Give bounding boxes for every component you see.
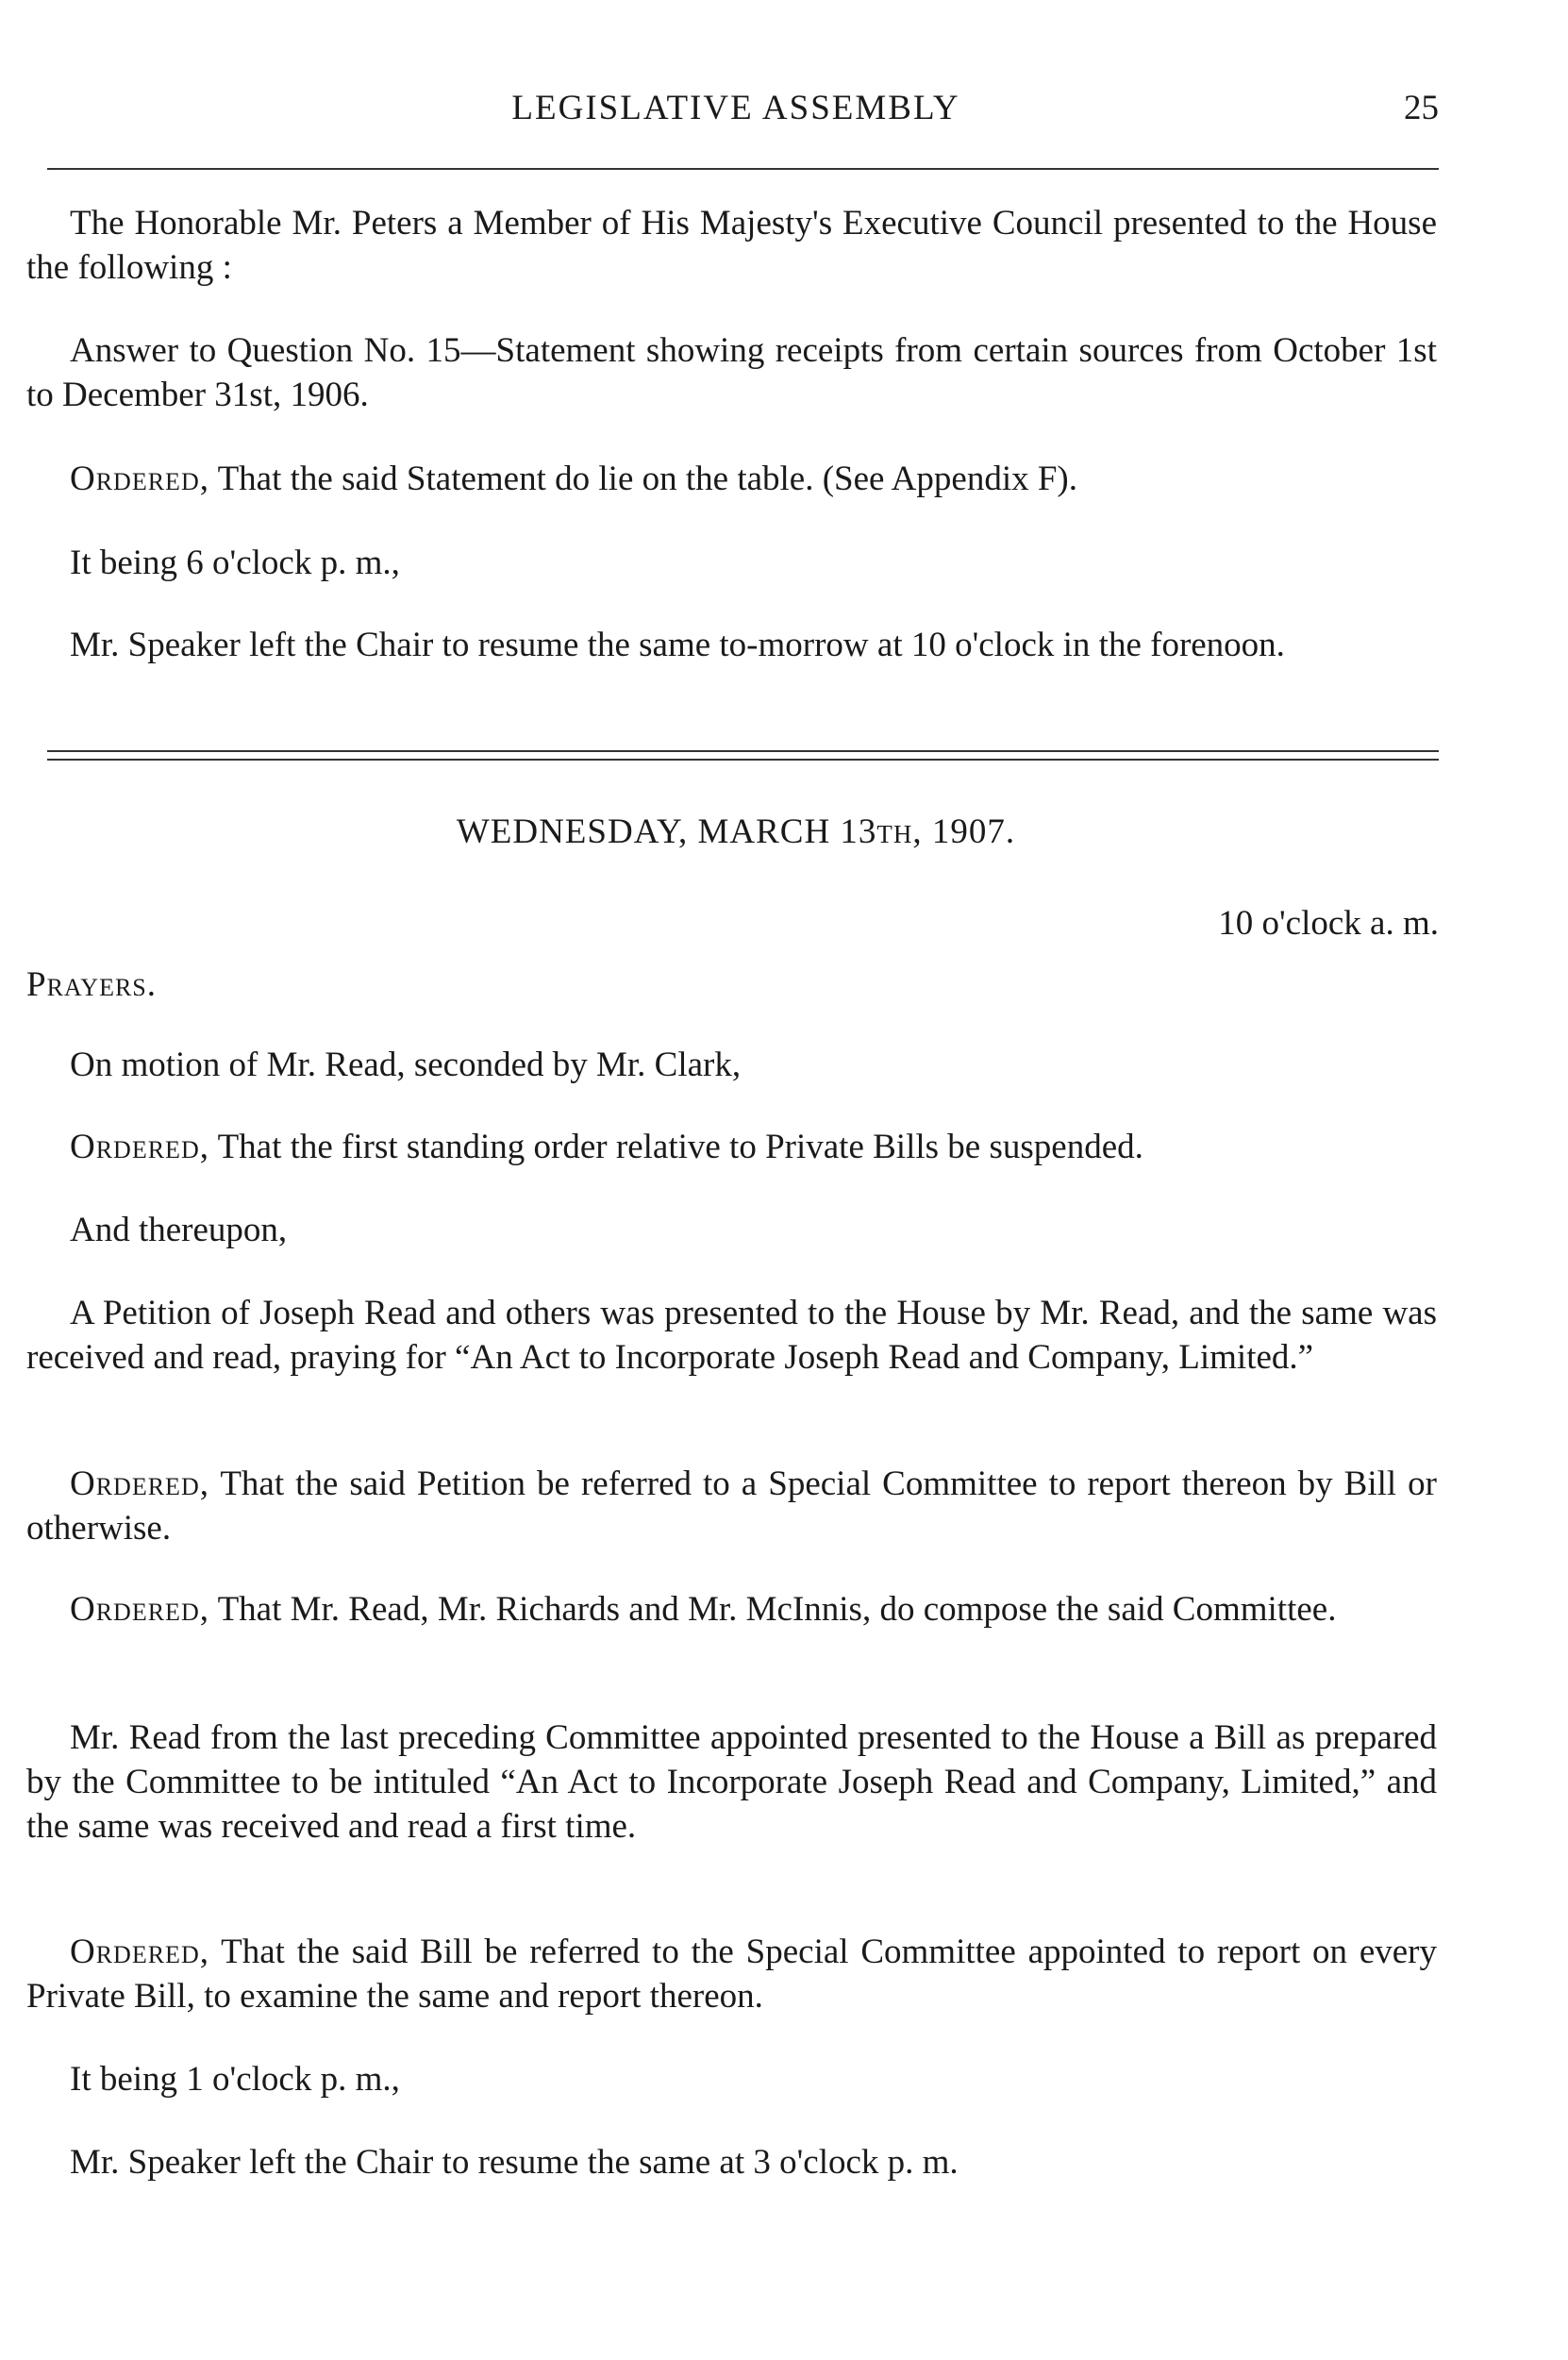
paragraph-ordered-standing-order [26, 1125, 1437, 1169]
date-main: WEDNESDAY, MARCH 13 [456, 812, 877, 851]
page-number: 25 [1404, 89, 1439, 127]
paragraph-thereupon: And thereupon, [70, 1211, 288, 1249]
paragraph-petition-joseph-read: A Petition of Joseph Read and others was presented to the House by Mr. Read, and the same was received and read, praying for “An Act to Incorporate Joseph Read and Company, Limited.” [26, 1294, 1437, 1377]
sitting-date-heading [0, 812, 1472, 852]
section-rule-bottom [47, 759, 1439, 761]
paragraph-six-oclock: It being 6 o'clock p. m., [70, 544, 400, 582]
prayers-label: Prayers. [26, 965, 158, 1004]
paragraph-ordered-statement-lie [26, 457, 1437, 501]
paragraph-ordered-petition-referred [26, 1462, 1437, 1550]
ordered-label: Ordered, [70, 1465, 209, 1503]
paragraph-one-oclock: It being 1 o'clock p. m., [70, 2060, 400, 2099]
date-year: , 1907. [912, 812, 1016, 851]
running-header-title: LEGISLATIVE ASSEMBLY [511, 89, 960, 127]
ordered-label: Ordered, [70, 460, 209, 498]
paragraph-ordered-committee-composed [26, 1587, 1437, 1632]
paragraph-ordered-bill-referred [26, 1930, 1437, 2018]
date-suffix: TH [876, 820, 913, 848]
paragraph-peters-presented: The Honorable Mr. Peters a Member of His Majesty's Executive Council presented to the House the following : [26, 204, 1437, 287]
paragraph-motion-read-clark: On motion of Mr. Read, seconded by Mr. Clark, [70, 1046, 742, 1084]
paragraph-speaker-left-chair: Mr. Speaker left the Chair to resume the same to-morrow at 10 o'clock in the forenoon. [70, 626, 1285, 664]
ordered-text: That Mr. Read, Mr. Richards and Mr. McInnis, do compose the said Committee. [209, 1590, 1337, 1629]
ordered-label: Ordered, [70, 1933, 209, 1971]
header-rule [47, 168, 1439, 170]
ordered-label: Ordered, [70, 1128, 209, 1166]
ordered-text: That the first standing order relative to Private Bills be suspended. [209, 1128, 1143, 1166]
paragraph-speaker-left-chair-afternoon: Mr. Speaker left the Chair to resume the same at 3 o'clock p. m. [70, 2143, 959, 2182]
ordered-label: Ordered, [70, 1590, 209, 1629]
ordered-text: That the said Statement do lie on the table. (See Appendix F). [209, 460, 1077, 498]
ordered-text: That the said Bill be referred to the Special Committee appointed to report on every Private Bill, to examine the same and report thereon. [26, 1933, 1437, 2016]
ordered-text: That the said Petition be referred to a Special Committee to report thereon by Bill or otherwise. [26, 1465, 1437, 1548]
paragraph-answer-question-15: Answer to Question No. 15—Statement showing receipts from certain sources from October 1st to December 31st, 1906. [26, 331, 1437, 414]
sitting-time: 10 o'clock a. m. [1218, 904, 1439, 943]
paragraph-bill-presented: Mr. Read from the last preceding Committee appointed presented to the House a Bill as prepared by the Committee to be intituled “An Act to Incorporate Joseph Read and Company, Limited,” and the same was received and read a first time. [26, 1718, 1437, 1846]
section-rule-top [47, 750, 1439, 752]
